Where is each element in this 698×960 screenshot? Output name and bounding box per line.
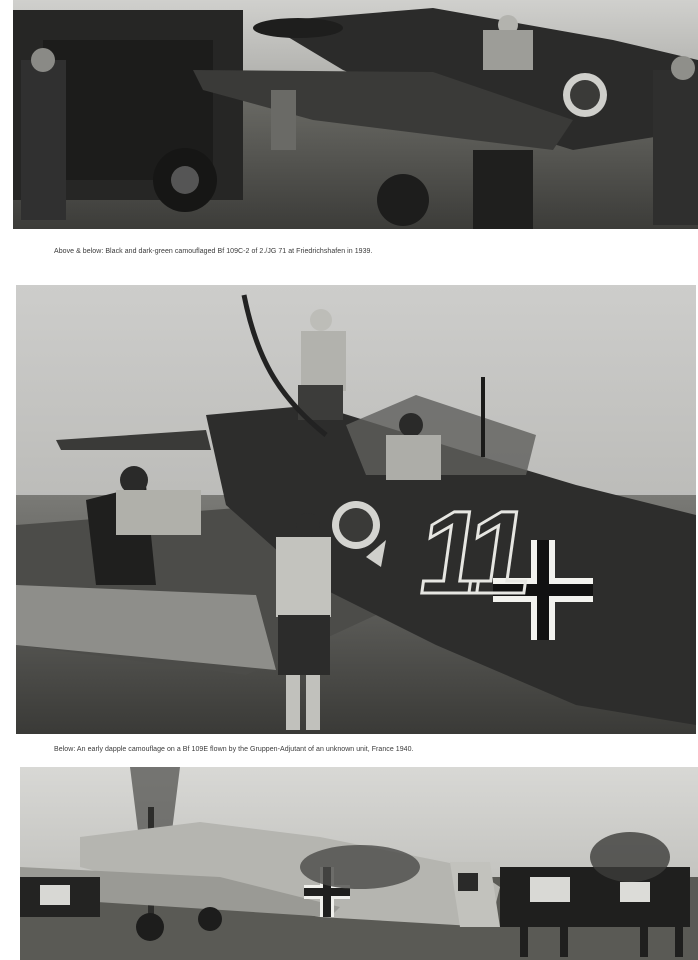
caption-top-photo: Above & below: Black and dark-green camouflaged Bf 109C-2 of 2./JG 71 at Friedrichshafen in 1939. [54,248,373,255]
photo-1-drawing [13,0,698,229]
photo-bf109e-dapple [20,767,698,960]
photo-3-drawing [20,767,698,960]
fuselage-number: 11 [410,487,531,619]
photo-2-drawing [16,285,696,734]
swastika-tail-icon [458,873,478,891]
photo-bf109c-refuel [13,0,698,229]
caption-middle-photo: Below: An early dapple camouflage on a Bf 109E flown by the Gruppen-Adjutant of an unknown unit, France 1940. [54,746,414,753]
photo-bf109-number-11 [16,285,696,734]
